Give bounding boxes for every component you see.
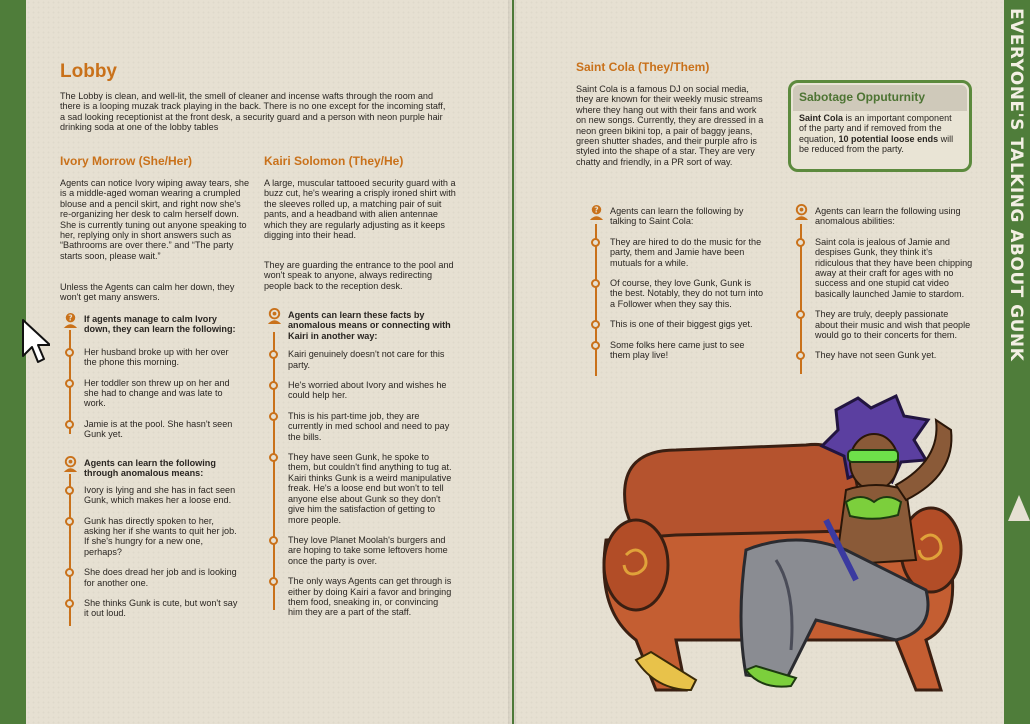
list-item-text: The only ways Agents can get through is either by doing Kairi a favor and bringing them food, sneaking in, or convincing him they are a part of the staff.	[288, 576, 452, 618]
list-item	[62, 598, 242, 619]
list-item-text: Of course, they love Gunk, Gunk is the best. Notably, they do not turn into a Follower when they say this.	[610, 278, 764, 309]
list-item	[266, 452, 452, 525]
timeline-dot	[65, 486, 74, 495]
question-person-icon	[588, 204, 605, 221]
kairi-head	[266, 310, 452, 341]
list-item-text: They have not seen Gunk yet.	[815, 350, 937, 361]
list-item	[793, 237, 973, 299]
list-item-text: Gunk has directly spoken to her, asking her if she wants to quit her job. If she's hungry for a new one, perhaps?	[84, 515, 237, 557]
list-item	[62, 419, 242, 440]
anomaly-person-icon	[62, 456, 79, 473]
ivory-anomalous-timeline	[62, 458, 242, 619]
kairi-guarding-note: They are guarding the entrance to the pool and won't speak to anyone, always redirecting people back to the reception desk.	[264, 260, 454, 291]
list-item-text: She does dread her job and is looking for another one.	[84, 567, 237, 588]
list-item-text: They are hired to do the music for the party, them and Jamie have been mutuals for a while.	[610, 236, 762, 268]
list-item-text: Jamie is at the pool. She hasn't seen Gunk yet.	[84, 418, 233, 440]
timeline-dot	[269, 577, 278, 586]
list-item	[588, 319, 764, 329]
list-item	[266, 380, 452, 401]
ivory-description: Agents can notice Ivory wiping away tears, she is a middle-aged woman wearing a crumpled blouse and a pencil skirt, and right now she's re-organizing her desk to calm herself down. She is currently tuning out anyone speaking to her, replying only in short answers such as “Bathrooms are over there.” and “The party starts soon, please wait.”	[60, 178, 250, 261]
list-item	[793, 309, 973, 340]
timeline-dot	[796, 310, 805, 319]
saint-cola-illustration	[596, 390, 1004, 702]
sabotage-title: Sabotage Opputurnity	[793, 85, 967, 111]
list-item-text: She thinks Gunk is cute, but won't say it out loud.	[84, 598, 238, 619]
list-item	[62, 567, 242, 588]
timeline-dot	[65, 379, 74, 388]
lobby-title: Lobby	[60, 61, 117, 82]
timeline-dot	[796, 238, 805, 247]
list-item	[266, 411, 452, 442]
list-item	[588, 237, 764, 268]
timeline-dot	[65, 348, 74, 357]
timeline-dot	[269, 381, 278, 390]
list-item-text: Ivory is lying and she has in fact seen Gunk, which makes her a loose end.	[84, 484, 236, 506]
timeline-dot	[591, 320, 600, 329]
ivory-calm-head	[62, 314, 242, 335]
timeline-dot	[65, 420, 74, 429]
timeline-dot	[269, 350, 278, 359]
list-item	[588, 278, 764, 309]
list-item	[62, 347, 242, 368]
list-item-text: Some folks here came just to see them play live!	[610, 339, 745, 361]
ivory-calm-note: Unless the Agents can calm her down, they won't get many answers.	[60, 282, 235, 303]
cola-heading: Saint Cola (They/Them)	[576, 60, 710, 74]
cola-talk-head	[588, 206, 764, 227]
list-item-text: He's worried about Ivory and wishes he could help her.	[288, 380, 447, 401]
kairi-description: A large, muscular tattooed security guard with a buzz cut, he's wearing a crisply ironed shirt with the sleeves rolled up, a matching pair of suit pants, and a headband with alien antennae which they are regularly adjusting as it keeps digging into their head.	[264, 178, 456, 241]
chapter-title-text: EVERYONE'S TALKING ABOUT GUNK	[1006, 8, 1026, 362]
list-item-text: They are truly, deeply passionate about their music and wish that people would go to their concerts for them.	[815, 309, 971, 341]
timeline-dot	[591, 341, 600, 350]
sabotage-callout	[788, 80, 972, 172]
lobby-intro: The Lobby is clean, and well-lit, the smell of cleaner and incense wafts through the room and there is a looping muzak track playing in the back. There is no one except for the incoming staff, a sad looking receptionist at the front desk, a security guard and a person with neon purple hair drinking soda at one of the lobby tables	[60, 91, 446, 133]
ivory-heading: Ivory Morrow (She/Her)	[60, 154, 193, 168]
list-item	[62, 516, 242, 558]
anomaly-person-icon	[266, 308, 283, 325]
chapter-title-vertical	[1004, 8, 1030, 528]
list-item	[62, 485, 242, 506]
timeline-dot	[269, 412, 278, 421]
list-item-text: Kairi genuinely doesn't not care for this party.	[288, 349, 445, 370]
ivory-anomalous-head	[62, 458, 242, 479]
timeline-dot	[796, 351, 805, 360]
list-item-text: This is one of their biggest gigs yet.	[610, 319, 753, 330]
question-person-icon	[62, 312, 79, 329]
timeline-dot	[65, 568, 74, 577]
list-item-text: They have seen Gunk, he spoke to them, but couldn't find anything to tug at. Kairi thinks Gunk is a weird manipulative freak. He's a loose end but won't to tell anyone else about Gunk so they don't give him the satisfaction of getting to more people.	[288, 452, 452, 525]
timeline-dot	[269, 453, 278, 462]
list-item-text: Saint cola is jealous of Jamie and despises Gunk, they think it's ridiculous that they have been chipping away at their craft for ages with no success and one stupid cat video basically launched Jamie to stardom.	[815, 236, 973, 299]
anomaly-person-icon	[793, 204, 810, 221]
list-item-text: Her toddler son threw up on her and she had to change and was late to work.	[84, 377, 230, 409]
list-item	[266, 576, 452, 618]
timeline-dot	[269, 536, 278, 545]
timeline-dot	[65, 517, 74, 526]
svg-text:?: ?	[68, 313, 73, 323]
cola-talk-timeline	[588, 206, 764, 360]
kairi-head-text: Agents can learn these facts by anomalous means or connecting with Kairi in another way:	[288, 310, 451, 341]
cola-anomalous-head	[793, 206, 973, 227]
sabotage-loose-ends: 10 potential loose ends	[838, 133, 939, 144]
sabotage-body	[799, 113, 961, 154]
sabotage-text-1: is an important component of the party and if removed from the equation,	[799, 113, 952, 144]
cola-description: Saint Cola is a famous DJ on social media, they are known for their weekly music streams where they hang out with their fans and work on new songs. Currently, they are dressed in a neon green bikini top, a pair of baggy jeans, green shutter shades, and their purple afro is styled into the shape of a star. They are very chatty and friendly, in a PR sort of way.	[576, 84, 764, 167]
ivory-calm-timeline	[62, 314, 242, 440]
kairi-heading: Kairi Solomon (They/He)	[264, 154, 404, 168]
kairi-timeline	[266, 310, 452, 618]
timeline-dot	[65, 599, 74, 608]
list-item-text: They love Planet Moolah's burgers and are hoping to take some leftovers home once the party is over.	[288, 534, 448, 566]
cola-anomalous-timeline	[793, 206, 973, 361]
timeline-dot	[591, 238, 600, 247]
list-item	[588, 340, 764, 361]
list-item	[793, 350, 973, 360]
list-item	[266, 349, 452, 370]
cursor-icon	[20, 318, 50, 368]
cola-anomalous-head-text: Agents can learn the following using anomalous abilities:	[815, 206, 961, 227]
page-gutter	[508, 0, 516, 724]
chapter-tab-notch	[1008, 495, 1030, 521]
cola-talk-head-text: Agents can learn the following by talking to Saint Cola:	[610, 206, 744, 227]
list-item	[266, 535, 452, 566]
sabotage-text-2: will be reduced from the party.	[799, 133, 954, 154]
list-item-text: This is his part-time job, they are currently in med school and need to pay the bills.	[288, 410, 450, 442]
timeline-dot	[591, 279, 600, 288]
svg-text:?: ?	[594, 205, 599, 215]
list-item-text: Her husband broke up with her over the phone this morning.	[84, 346, 229, 368]
list-item	[62, 378, 242, 409]
ivory-calm-head-text: If agents manage to calm Ivory down, they can learn the following:	[84, 314, 236, 335]
sabotage-name: Saint Cola	[799, 113, 844, 123]
ivory-anomalous-head-text: Agents can learn the following through anomalous means:	[84, 458, 216, 479]
